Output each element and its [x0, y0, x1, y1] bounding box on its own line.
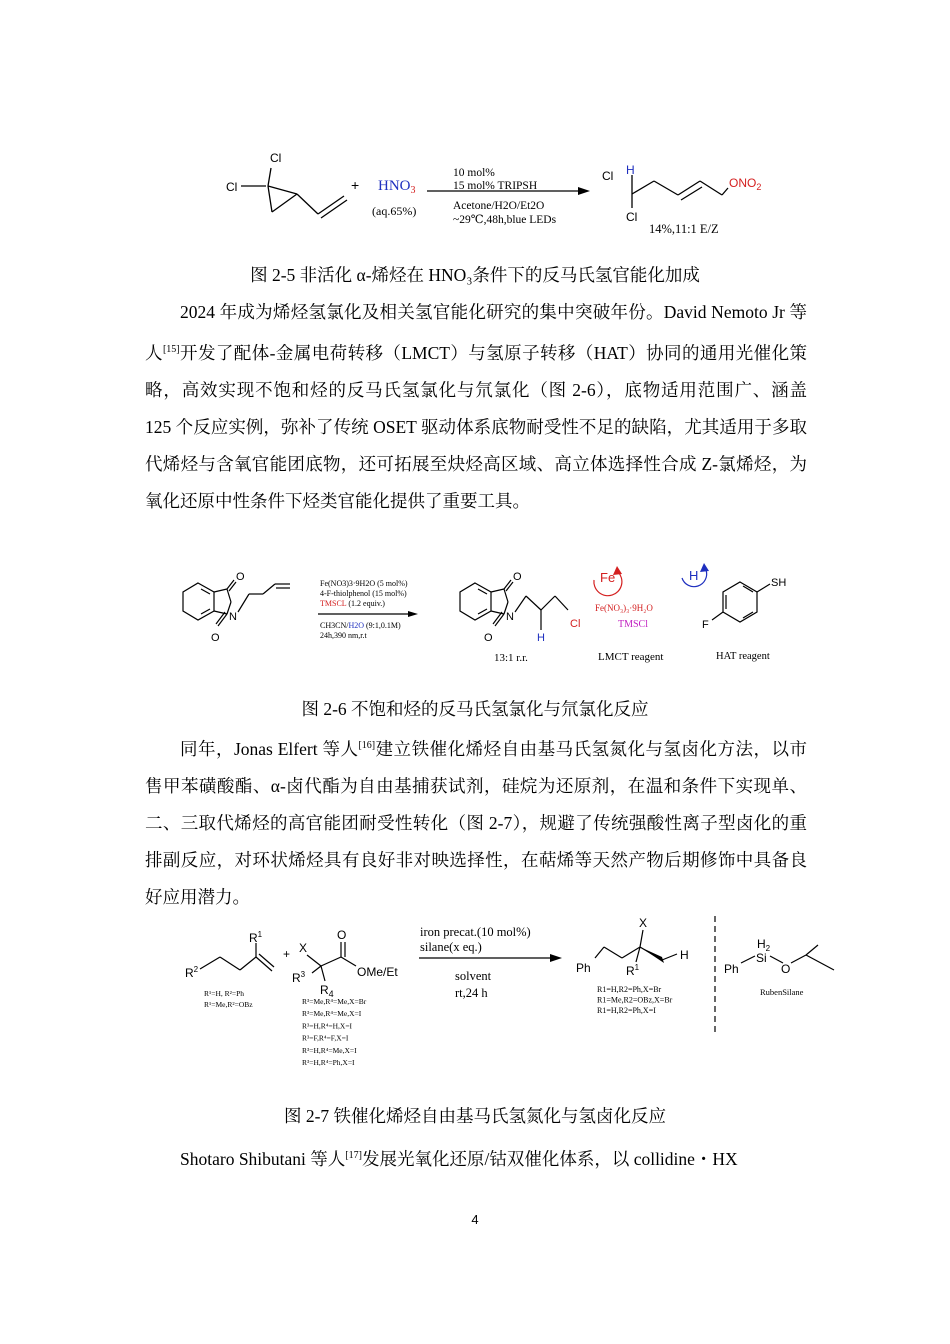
pr1-text: R [626, 964, 635, 978]
prod-cl1-label: Cl [602, 169, 614, 183]
ono-sub: 2 [756, 182, 762, 192]
h2-text: H [757, 937, 766, 951]
n1-label: N [229, 611, 237, 623]
fe-salt-label: Fe(NO₃)₃·9H₂O [595, 603, 653, 613]
r4-sub: 4 [328, 989, 334, 999]
figure-2-6-caption: 图 2-6 不饱和烃的反马氏氢氯化与氘氯化反应 [301, 699, 649, 719]
ph-h-label: H [680, 948, 689, 962]
plist-item: R1=H,R2=Ph,X=I [597, 1006, 656, 1015]
paragraph-1 [145, 294, 807, 520]
hat-label: HAT reagent [716, 651, 770, 662]
paragraph-3 [145, 1137, 807, 1178]
paragraph-2 [145, 727, 807, 916]
cond-26-5: 24h,390 nm,r.t [320, 631, 367, 640]
cl-top-label: Cl [270, 151, 282, 165]
cond-26-3 [320, 599, 385, 608]
cl-left-label: Cl [226, 180, 238, 194]
so-label: O [781, 962, 791, 976]
r3-text: R [292, 971, 301, 985]
list-item: R³=Me,R⁴=Me,X=Br [302, 997, 367, 1006]
yield-label: 14%,11:1 E/Z [649, 222, 719, 236]
h2-sub: 2 [765, 944, 771, 953]
list-item: R³=F,R⁴=F,X=I [302, 1033, 349, 1043]
list-item: R³=H,R⁴=H,X=I [302, 1021, 353, 1031]
figure-2-5-caption: 图 2-5 非活化 α-烯烃在 HNO₃条件下的反马氏氢官能化加成 [250, 265, 700, 285]
para3-text-a: Shotaro Shibutani 等人 [180, 1148, 346, 1169]
r2-label [185, 965, 199, 980]
cond-line4: ~29℃,48h,blue LEDs [453, 214, 557, 226]
ratio-text: (9:1,0.1M) [364, 621, 401, 630]
cond-26-2: 4-F-thiolphenol (15 mol%) [320, 589, 407, 598]
hno3-text: HNO [378, 178, 411, 194]
cond-27-4: rt,24 h [455, 986, 488, 1000]
r1-text: R [249, 931, 258, 945]
hno3-sub: 3 [410, 185, 416, 196]
pr1-sup: 1 [634, 963, 640, 972]
silane-name: RubenSilane [760, 987, 804, 997]
plus-27: + [283, 947, 291, 961]
list-item: R³=H,R⁴=Me,X=I [302, 1045, 357, 1055]
sh-label: SH [771, 577, 787, 589]
para2-text-b: 建立铁催化烯烃自由基马氏氢氮化与氢卤化方法，以市售甲苯磺酸酯、α-卤代酯为自由基捕获试剂，硅烷为还原剂，在温和条件下实现单、二、三取代烯烃的高官能团耐受性转化（图 2-7），规避了传统强酸性离子型卤化的重排副反应，对环状烯烃具有良好非对映选择性，在萜烯等天然产物后期修饰中具备良好应用潜力。 [145, 738, 808, 907]
f-label: F [702, 619, 709, 631]
po2-label: O [484, 632, 493, 644]
prod-h-label: H [626, 163, 635, 177]
plus-sign: + [351, 177, 360, 193]
r2-sup: 2 [193, 965, 199, 974]
r3-sup: 3 [300, 970, 306, 979]
para3-text-b: 发展光氧化还原/钴双催化体系，以 collidine・HX [361, 1148, 738, 1169]
tmscl-red: TMSCL [320, 599, 347, 608]
r2-text: R [185, 966, 194, 980]
cond-line3: Acetone/H2O/Et2O [453, 200, 545, 212]
cond-line2: 15 mol% TRIPSH [453, 180, 538, 192]
sub-cond-2: R¹=Me,R²=OBz [204, 1000, 253, 1009]
figure-2-5-scheme [0, 140, 950, 250]
prod-ono-label [729, 176, 761, 192]
sph-label: Ph [724, 962, 739, 976]
cond-27-2: silane(x eq.) [420, 940, 482, 954]
sub-cond-1: R¹=H, R²=Ph [204, 989, 245, 998]
aq-label: (aq.65%) [372, 204, 417, 218]
r1-label [249, 930, 263, 945]
o2-label: O [211, 632, 220, 644]
fe-label: Fe [600, 570, 616, 585]
hno3-label [378, 178, 416, 196]
pn-label: N [506, 611, 514, 623]
ome-label: OMe/Et [357, 965, 398, 979]
o-label: O [337, 928, 347, 942]
figure-2-6-scheme [0, 560, 950, 670]
para2-text-a: 同年，Jonas Elfert 等人 [180, 738, 359, 759]
h-dot-label: H [689, 568, 699, 583]
pr1-label [626, 963, 640, 978]
cond-27-1: iron precat.(10 mol%) [420, 925, 531, 939]
po1-label: O [513, 571, 522, 583]
h2o-blue: H2O [348, 621, 365, 630]
page-number: 4 [471, 1212, 479, 1227]
tmscl-label: TMSCl [618, 619, 649, 630]
plist-item: R1=Me,R2=OBz,X=Br [597, 995, 673, 1005]
prod-cl2-label: Cl [626, 210, 638, 224]
o1-label: O [236, 571, 245, 583]
figure-2-7-caption: 图 2-7 铁催化烯烃自由基马氏氢氮化与氢卤化反应 [283, 1106, 667, 1126]
cond-line1: 10 mol% [453, 167, 495, 179]
px-label: X [639, 916, 648, 930]
figure-2-7-scheme [0, 910, 950, 1080]
citation-17[interactable]: [17] [345, 1150, 362, 1161]
x-label: X [299, 941, 308, 955]
pcl-label: Cl [570, 618, 581, 630]
para1-text-a: 2024 年成为烯烃氢氯化及相关氢官能化研究的集中突破年份。David Nemoto Jr 等人 [145, 302, 807, 363]
cond-26-4 [320, 621, 401, 630]
rr-label: 13:1 r.r. [494, 652, 528, 664]
r3-label [292, 970, 306, 985]
citation-15[interactable]: [15] [162, 344, 180, 355]
ch3cn-text: CH3CN/ [320, 621, 349, 630]
r4-text: R [320, 983, 329, 997]
si-label: Si [756, 951, 767, 965]
product-variant-list [597, 985, 673, 1015]
equiv-text: (1.2 equiv.) [346, 599, 385, 608]
ester-variant-list [302, 997, 367, 1067]
plist-item: R1=H,R2=Ph,X=Br [597, 985, 662, 994]
lmct-label: LMCT reagent [598, 651, 664, 663]
cond-26-1: Fe(NO3)3·9H2O (5 mol%) [320, 579, 408, 588]
para1-text-b: 开发了配体-金属电荷转移（LMCT）与氢原子转移（HAT）协同的通用光催化策略，高效实现不饱和烃的反马氏氢氯化与氘氯化（图 2-6），底物适用范围广、涵盖 125 个反应实例，弥补了传统 OSET 驱动体系底物耐受性不足的缺陷，尤其适用于多取代烯烃与含氧官能团底物，还可拓展至炔烃高区域、高立体选择性合成 Z-氯烯烃，为氧化还原中性条件下烃类官能化提供了重要工具。 [145, 342, 808, 511]
pph-label: Ph [576, 961, 591, 975]
citation-16[interactable]: [16] [358, 740, 376, 751]
ph-label: H [537, 632, 545, 644]
list-item: R³=H,R⁴=Ph,X=I [302, 1058, 355, 1067]
r1-sup: 1 [257, 930, 263, 939]
ono-text: ONO [729, 176, 757, 190]
list-item: R³=Me,R⁴=Me,X=I [302, 1009, 362, 1019]
cond-27-3: solvent [455, 969, 492, 983]
